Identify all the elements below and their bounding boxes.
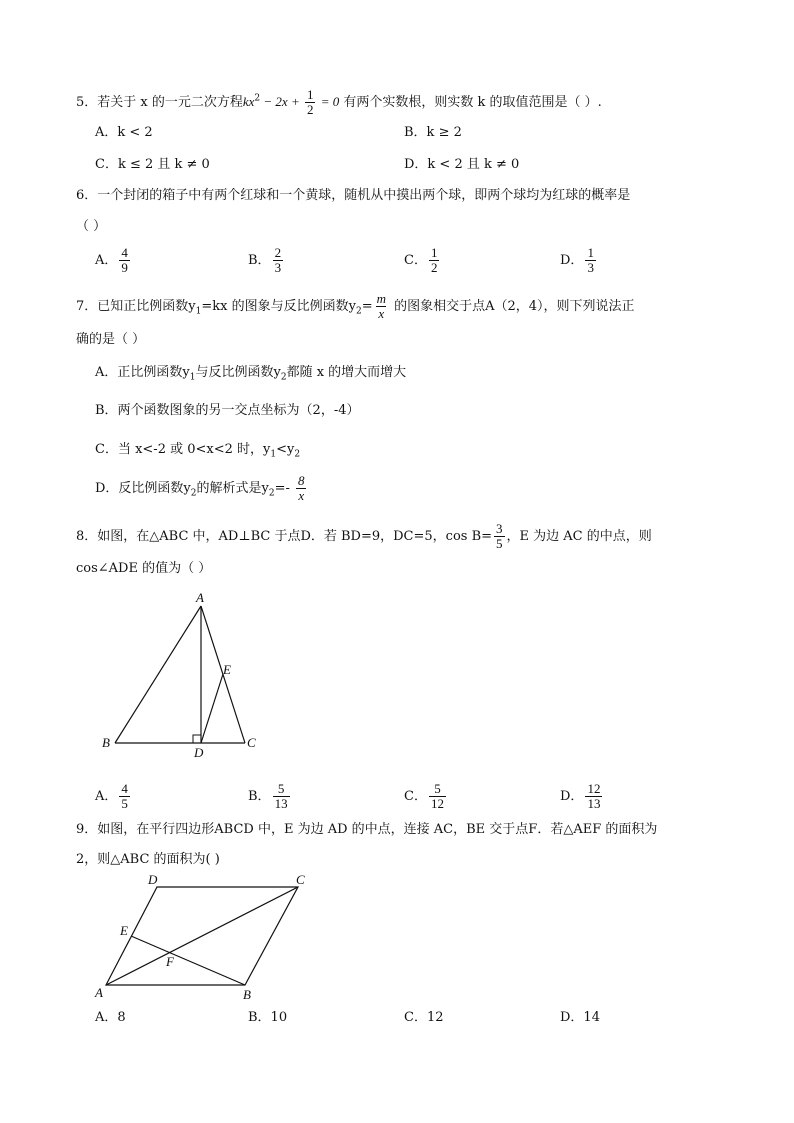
label-f: F <box>166 954 174 969</box>
q9-option-a[interactable]: A．8 <box>95 1010 126 1025</box>
label-c: C <box>247 735 256 750</box>
q7-option-a[interactable]: A．正比例函数$y_1$与反比例函数$y_2$都随 x 的增大而增大 <box>95 365 407 383</box>
diagonal-ac <box>106 887 298 985</box>
label-a: A <box>196 590 204 605</box>
q7-stem-cont: 确的是（ ） <box>76 332 146 347</box>
label-b: B <box>102 735 110 750</box>
segment-de <box>201 674 223 743</box>
q6-stem-cont: （ ） <box>76 219 107 234</box>
q5-option-a[interactable]: A．k < 2 <box>95 125 153 140</box>
q7-option-c[interactable]: C．当 x<-2 或 0<x<2 时，$y_1<y_2$ <box>95 442 301 460</box>
q6-option-c[interactable]: C． $\frac{1}{2}$ <box>404 245 438 275</box>
q6-option-a[interactable]: A． $\frac{4}{9}$ <box>95 245 128 275</box>
right-angle-mark <box>193 735 201 743</box>
q5-stem: 5．若关于 x 的一元二次方程$kx^2 - 2x$ + $\frac{1}{2}$ = 0 有两个实数根，则实数 k 的取值范围是（ ）. <box>76 87 602 117</box>
label-d: D <box>194 745 204 760</box>
q7-option-b[interactable]: B．两个函数图象的另一交点坐标为（2，-4） <box>95 403 360 418</box>
triangle-figure <box>95 590 275 765</box>
q8-option-b[interactable]: B． $\frac{5}{13}$ <box>248 781 288 811</box>
label-d: D <box>148 875 158 887</box>
side-ab <box>115 606 201 743</box>
parallelogram-figure <box>90 875 320 1005</box>
q8-option-d[interactable]: D． $\frac{12}{13}$ <box>560 781 601 811</box>
label-c: C <box>296 875 305 887</box>
q8-option-c[interactable]: C． $\frac{5}{12}$ <box>404 781 444 811</box>
q9-stem: 9．如图，在平行四边形ABCD 中，E 为边 AD 的中点，连接 AC，BE 交于点F．若△AEF 的面积为 <box>76 822 658 837</box>
q9-option-c[interactable]: C．12 <box>404 1010 444 1025</box>
q7-stem: 7．已知正比例函数$y_1=kx$ 的图象与反比例函数$y_2=$ $\frac{m}{x}$ 的图象相交于点A（2，4），则下列说法正 <box>76 291 635 321</box>
q6-option-d[interactable]: D． $\frac{1}{3}$ <box>560 245 594 275</box>
q5-option-d[interactable]: D．k < 2 且 k ≠ 0 <box>404 157 520 172</box>
q9-stem-cont: 2，则△ABC 的面积为( ) <box>76 852 220 867</box>
label-b: B <box>243 987 251 1002</box>
q8-stem-cont: cos∠ADE 的值为（ ） <box>76 561 212 576</box>
q6-option-b[interactable]: B． $\frac{2}{3}$ <box>248 245 282 275</box>
q8-option-a[interactable]: A． $\frac{4}{5}$ <box>95 781 128 811</box>
q9-option-b[interactable]: B．10 <box>248 1010 288 1025</box>
q8-stem: 8．如图，在△ABC 中，AD⊥BC 于点D．若 BD=9，DC=5，cos B= $\frac{3}{5}$ ，E 为边 AC 的中点，则 <box>76 521 652 551</box>
q9-option-d[interactable]: D．14 <box>560 1010 600 1025</box>
q8-fraction: $\frac{3}{5}$ <box>496 521 503 551</box>
q7-option-d[interactable]: D．反比例函数$y_2$的解析式是$y_2=-$ $\frac{8}{x}$ <box>95 473 305 503</box>
q5-option-b[interactable]: B．k ≥ 2 <box>404 125 462 140</box>
q7-fraction: $\frac{m}{x}$ <box>376 291 386 321</box>
label-e: E <box>120 923 128 938</box>
label-a: A <box>95 985 103 1000</box>
q6-stem: 6．一个封闭的箱子中有两个红球和一个黄球，随机从中摸出两个球，即两个球均为红球的概率是 <box>76 188 631 203</box>
label-e: E <box>223 662 231 677</box>
q5-fraction: $\frac{1}{2}$ <box>306 87 314 117</box>
q5-option-c[interactable]: C．k ≤ 2 且 k ≠ 0 <box>95 157 210 172</box>
